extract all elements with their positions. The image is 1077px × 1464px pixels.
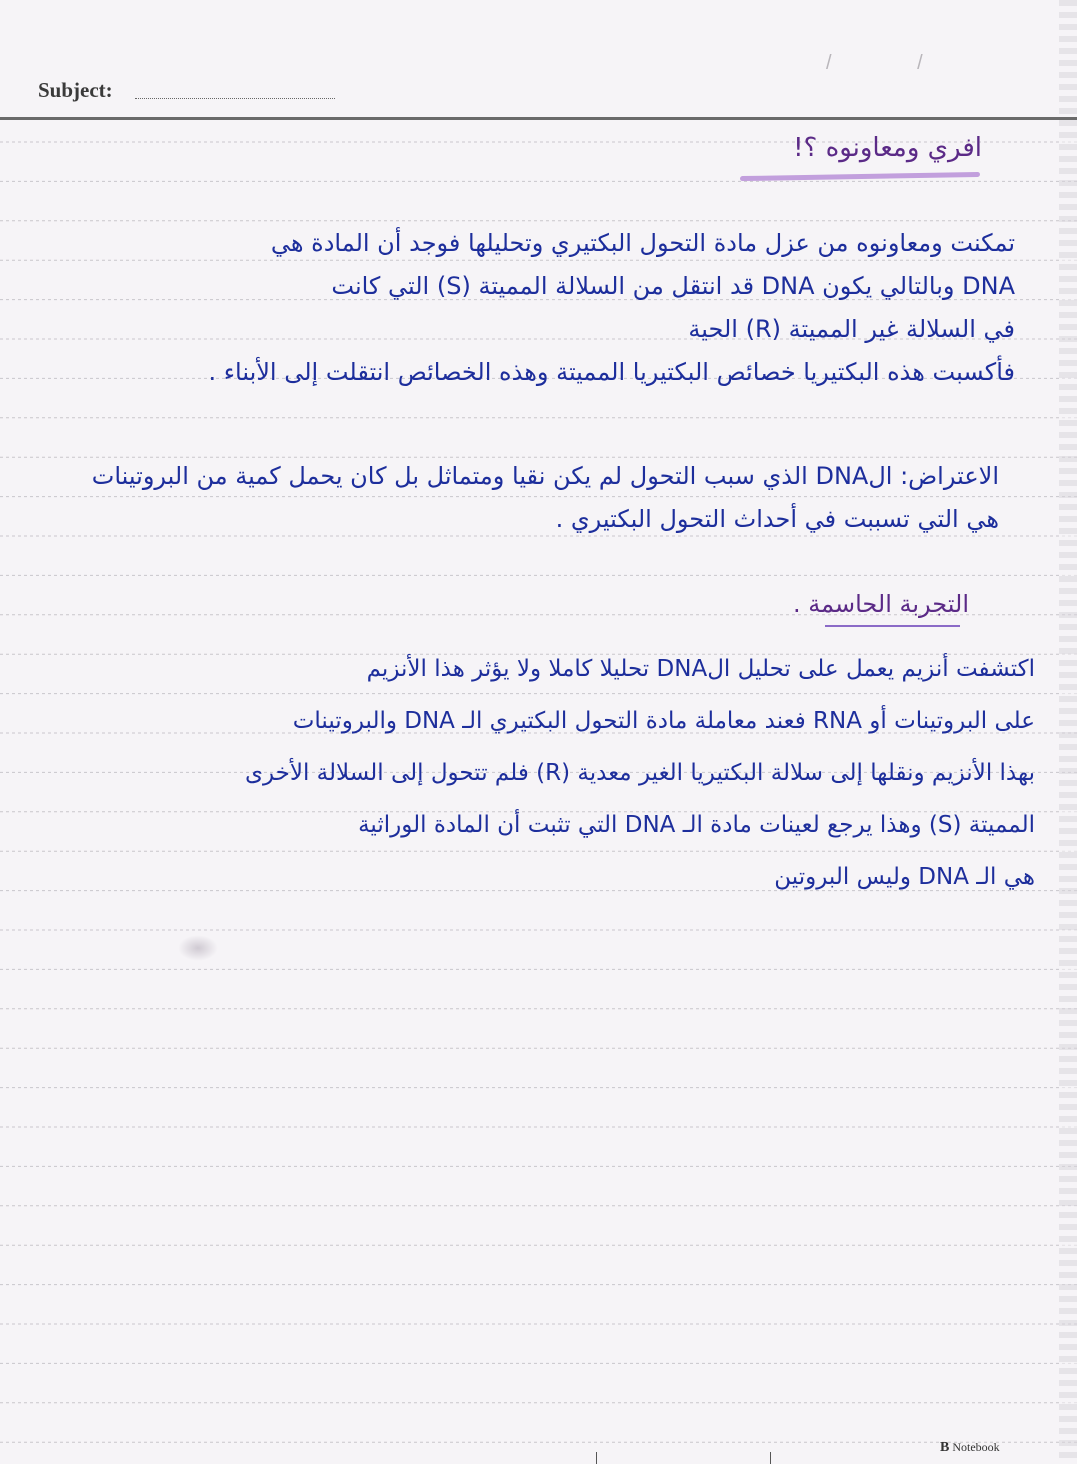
paragraph-1 — [208, 222, 1015, 394]
paragraph-3-line-3: بهذا الأنزيم ونقلها إلى سلالة البكتيريا الغير معدية (R) فلم تتحول إلى السلالة الأخرى — [244, 760, 1035, 786]
section-heading-underline — [825, 625, 960, 627]
brand-letter: B — [940, 1440, 950, 1455]
paragraph-2-line-2: هي التي تسببت في أحداث التحول البكتيري . — [555, 505, 999, 533]
paragraph-1-line-2: DNA وبالتالي يكون DNA قد انتقل من السلالة المميتة (S) التي كانت — [331, 272, 1015, 300]
brand-name: Notebook — [952, 1440, 1000, 1454]
page-perforation — [1059, 0, 1077, 1464]
paragraph-3 — [245, 643, 1035, 903]
footer-tick — [770, 1452, 771, 1464]
paragraph-2 — [92, 455, 999, 541]
date-marks: / / — [826, 52, 963, 74]
paragraph-3-line-2: على البروتينات أو RNA فعند معاملة مادة التحول البكتيري الـ DNA والبروتينات — [292, 708, 1035, 734]
section-heading: التجربة الحاسمة . — [792, 590, 969, 618]
ink-smudge — [178, 935, 218, 961]
page-heading: افري ومعاونوه ؟! — [793, 133, 982, 163]
notebook-brand — [940, 1440, 1000, 1456]
footer-tick — [596, 1452, 597, 1464]
header-rule — [0, 117, 1077, 120]
paragraph-1-line-4: فأكسبت هذه البكتيريا خصائص البكتيريا المميتة وهذه الخصائص انتقلت إلى الأبناء . — [208, 358, 1015, 386]
subject-dotted-line — [135, 98, 335, 99]
paragraph-3-line-1: اكتشفت أنزيم يعمل على تحليل الDNA تحليلا كاملا ولا يؤثر هذا الأنزيم — [366, 656, 1035, 682]
paragraph-3-line-4: المميتة (S) وهذا يرجع لعينات مادة الـ DNA التي تثبت أن المادة الوراثية — [358, 812, 1035, 838]
paragraph-1-line-1: تمكنت ومعاونوه من عزل مادة التحول البكتيري وتحليلها فوجد أن المادة هي — [270, 229, 1015, 257]
subject-label: Subject: — [38, 78, 113, 102]
paragraph-1-line-3: في السلالة غير المميتة (R) الحية — [688, 315, 1015, 343]
paragraph-2-line-1: الاعتراض: الDNA الذي سبب التحول لم يكن نقيا ومتماثل بل كان يحمل كمية من البروتينات — [91, 462, 999, 490]
paragraph-3-line-5: هي الـ DNA وليس البروتين — [774, 864, 1035, 890]
